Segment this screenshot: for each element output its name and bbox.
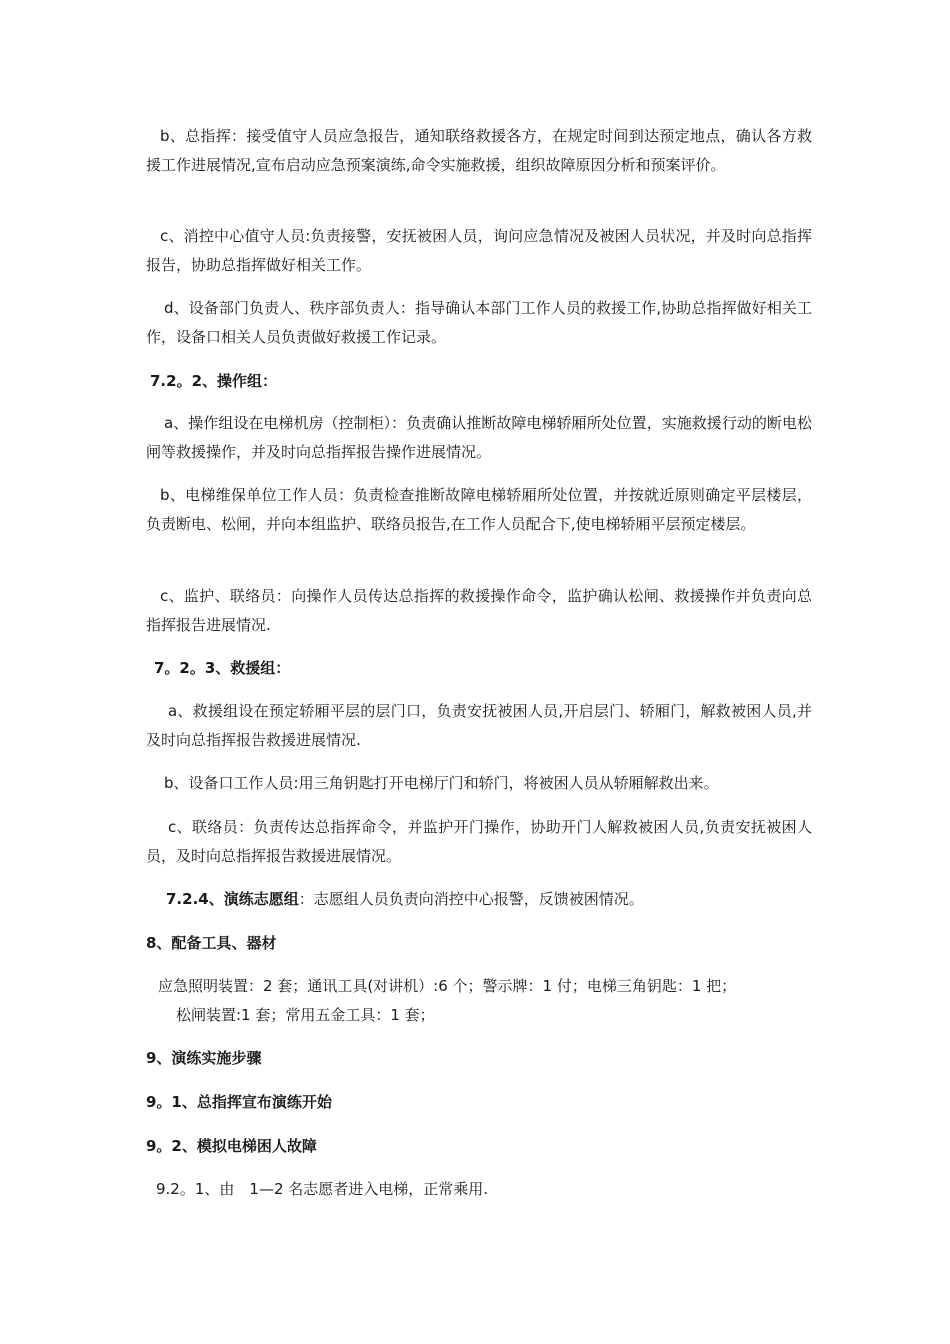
paragraph-chief-commander: b、总指挥：接受值守人员应急报告，通知联络救援各方，在规定时间到达预定地点，确认各方救援工作进展情况,宣布启动应急预案演练,命令实施救援，组织故障原因分析和预案评价。 [146,127,812,174]
paragraph-rescue-group: a、救援组设在预定轿厢平层的层门口，负责安抚被困人员,开启层门、轿厢门，解救被困人员,并及时向总指挥报告救援进展情况. [146,702,812,749]
paragraph-operation-group: a、操作组设在电梯机房（控制柜）：负责确认推断故障电梯轿厢所处位置，实施救援行动的断电松闸等救援操作，并及时向总指挥报告操作进展情况。 [146,414,812,461]
heading-section-9: 9、演练实施步骤 [146,1049,262,1067]
heading-7-2-2: 7.2。2、操作组： [150,372,278,390]
paragraph-fire-control-duty: c、消控中心值守人员:负责接警，安抚被困人员，询问应急情况及被困人员状况，并及时向总指挥报告，协助总指挥做好相关工作。 [146,227,812,274]
paragraph-guardian-liaison: c、监护、联络员：向操作人员传达总指挥的救援操作命令，监护确认松闸、救援操作并负责向总指挥报告进展情况. [146,587,812,634]
heading-9-2: 9。2、模拟电梯困人故障 [146,1137,317,1155]
heading-7-2-3: 7。2。3、救援组： [154,659,291,677]
tools-line-1: 应急照明装置：2 套；通讯工具(对讲机）:6 个；警示牌：1 付；电梯三角钥匙：1 把； [158,977,737,995]
heading-section-8: 8、配备工具、器材 [146,934,277,952]
paragraph-7-2-4 [166,885,826,914]
heading-7-2-4: 7.2.4、演练志愿组 [166,890,299,908]
heading-9-1: 9。1、总指挥宣布演练开始 [146,1093,332,1111]
tools-line-2: 松闸装置:1 套；常用五金工具：1 套； [176,1006,435,1024]
paragraph-maintenance-staff: b、电梯维保单位工作人员：负责检查推断故障电梯轿厢所处位置，并按就近原则确定平层楼层，负责断电、松闸，并向本组监护、联络员报告,在工作人员配合下,使电梯轿厢平层预定楼层。 [146,486,812,533]
paragraph-liaison: c、联络员：负责传达总指挥命令，并监护开门操作，协助开门人解救被困人员,负责安抚被困人员，及时向总指挥报告救援进展情况。 [146,818,812,865]
paragraph-9-2-1: 9.2。1、由 1—2 名志愿者进入电梯，正常乘用. [156,1180,489,1198]
paragraph-department-heads: d、设备部门负责人、秩序部负责人：指导确认本部门工作人员的救援工作,协助总指挥做好相关工作，设备口相关人员负责做好救援工作记录。 [146,299,812,346]
paragraph-equipment-staff: b、设备口工作人员:用三角钥匙打开电梯厅门和轿门，将被困人员从轿厢解救出来。 [164,774,719,792]
paragraph-7-2-4-text: ：志愿组人员负责向消控中心报警，反馈被困情况。 [298,890,644,908]
tools-list [146,972,836,1030]
